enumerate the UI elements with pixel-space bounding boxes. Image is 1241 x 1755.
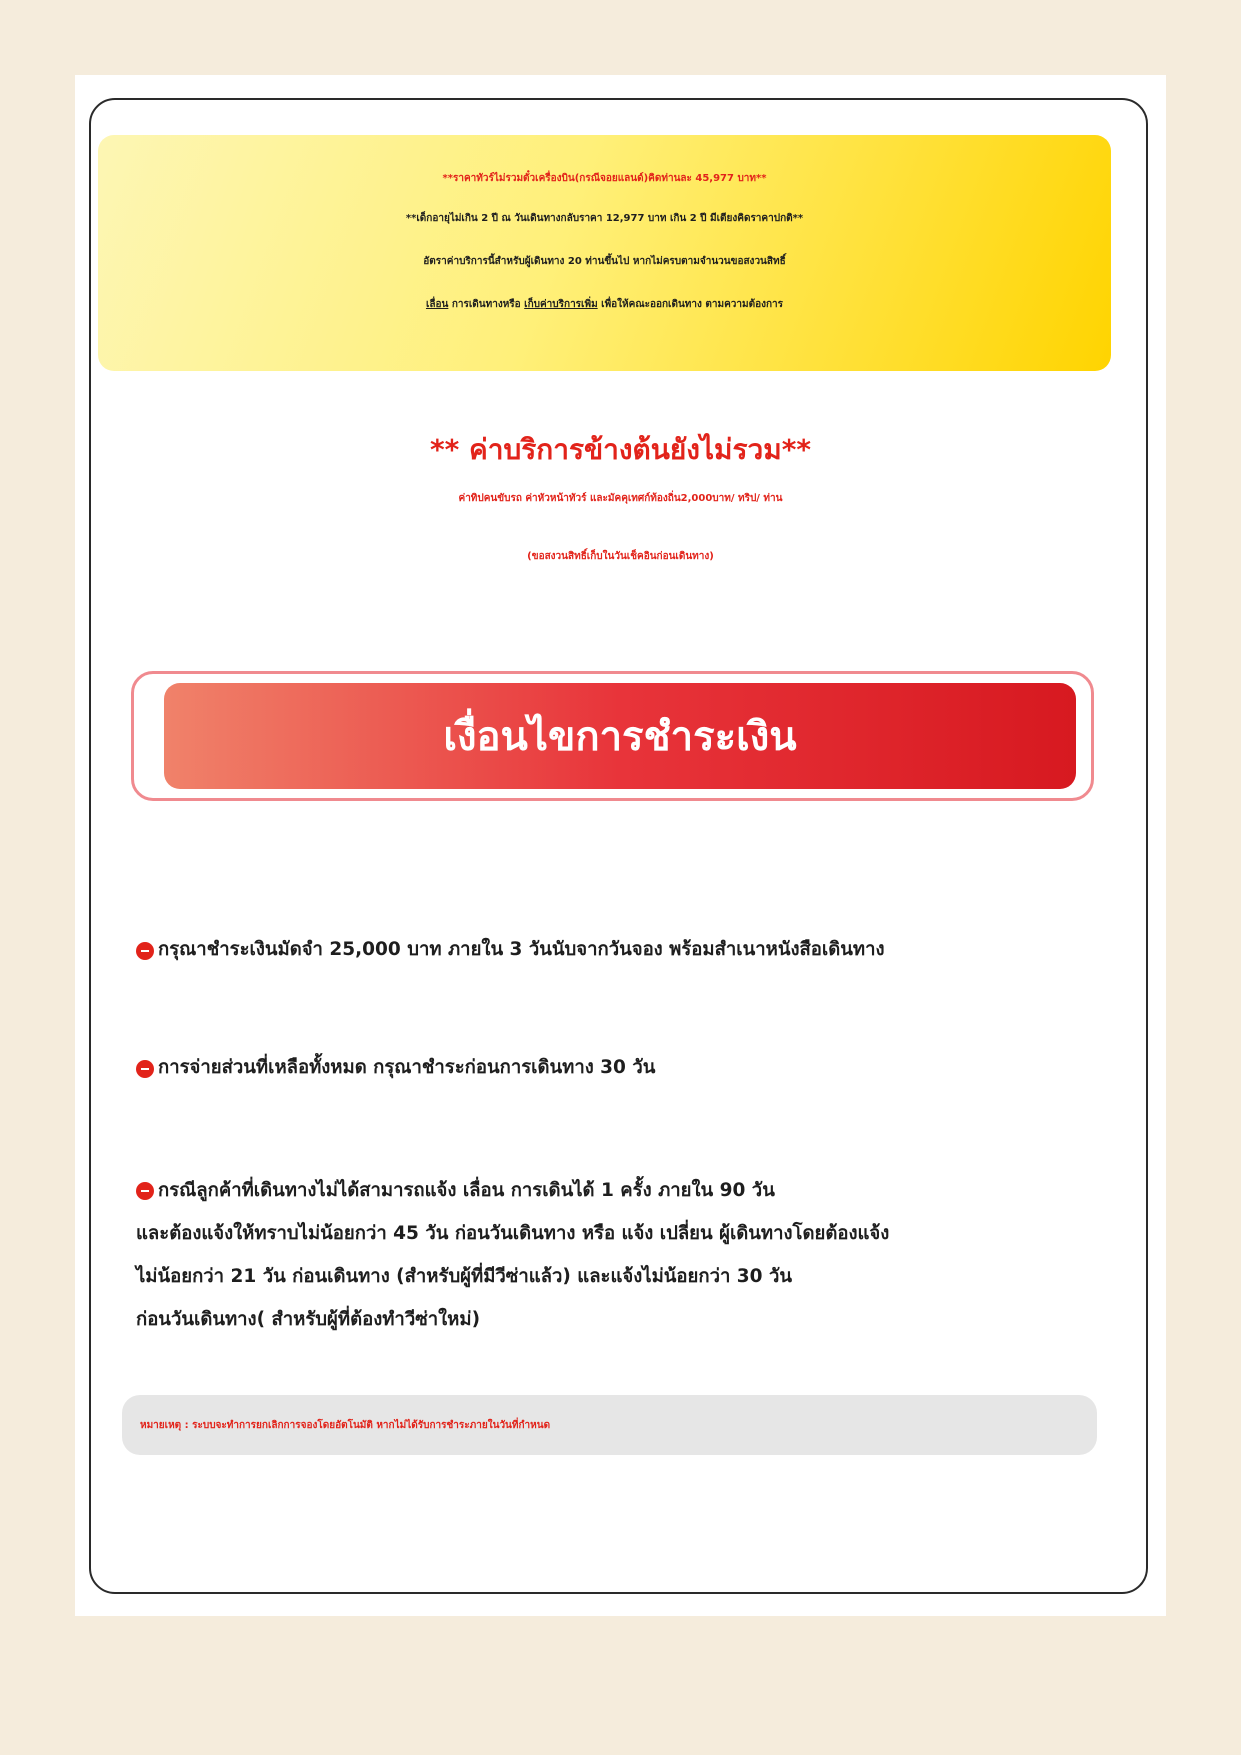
term-balance [136,1053,655,1083]
bullet-icon [136,1060,154,1078]
term-deposit-text: กรุณาชำระเงินมัดจำ 25,000 บาท ภายใน 3 วันนับจากวันจอง พร้อมสำเนาหนังสือเดินทาง [158,939,885,960]
cancellation-note [122,1395,1097,1455]
term-postpone-line-2: และต้องแจ้งให้ทราบไม่น้อยกว่า 45 วัน ก่อนวันเดินทาง หรือ แจ้ง เปลี่ยน ผู้เดินทางโดยต้องแจ้ง [136,1223,890,1244]
exclusions-section [75,430,1166,586]
extra-charge-underlined: เก็บค่าบริการเพิ่ม [524,299,598,310]
payment-banner-title: เงื่อนไขการชำระเงิน [164,683,1076,789]
term-postpone-line-1: กรณีลูกค้าที่เดินทางไม่ได้สามารถแจ้ง เลื่อน การเดินได้ 1 ครั้ง ภายใน 90 วัน [158,1180,775,1201]
term-postpone [136,1169,889,1341]
bullet-icon [136,1182,154,1200]
conditions-mid: การเดินทางหรือ [448,299,525,310]
exclusions-line-1: ค่าทิปคนขับรถ ค่าหัวหน้าทัวร์ และมัคคุเทศก์ท้องถิ่น2,000บาท/ ทริป/ ท่าน [458,493,783,504]
exclusions-title: ** ค่าบริการข้างต้นยังไม่รวม** [430,433,811,466]
child-price-text: **เด็กอายุไม่เกิน 2 ปี ณ วันเดินทางกลับราคา 12,977 บาท เกิน 2 ปี มีเตียงคิดราคาปกติ** [405,213,804,224]
term-deposit [136,935,885,965]
conditions-text [98,283,1111,326]
cancellation-note-text: หมายเหตุ : ระบบจะทำการยกเลิกการจองโดยอัตโนมัติ หากไม่ได้รับการชำระภายในวันที่กำหนด [140,1419,551,1431]
price-box [98,135,1111,371]
term-postpone-line-4: ก่อนวันเดินทาง( สำหรับผู้ที่ต้องทำวีซ่าใหม่) [136,1309,481,1330]
term-postpone-line-3: ไม่น้อยกว่า 21 วัน ก่อนเดินทาง (สำหรับผู้ที่มีวีซ่าแล้ว) และแจ้งไม่น้อยกว่า 30 วัน [136,1266,793,1287]
postpone-underlined: เลื่อน [425,299,449,310]
min-travelers-text: อัตราค่าบริการนี้สำหรับผู้เดินทาง 20 ท่านขึ้นไป หากไม่ครบตามจำนวนขอสงวนสิทธิ์ [423,256,786,267]
payment-banner [131,671,1094,801]
term-balance-text: การจ่ายส่วนที่เหลือทั้งหมด กรุณาชำระก่อนการเดินทาง 30 วัน [158,1057,656,1078]
exclusions-line-2: (ขอสงวนสิทธิ์เก็บในวันเช็คอินก่อนเดินทาง) [527,551,714,562]
document-sheet [75,75,1166,1616]
bullet-icon [136,942,154,960]
conditions-end: เพื่อให้คณะออกเดินทาง ตามความต้องการ [597,299,784,310]
price-headline: **ราคาทัวร์ไม่รวมตั๋วเครื่องบิน(กรณีจอยแลนด์)คิดท่านละ 45,977 บาท** [442,173,767,184]
